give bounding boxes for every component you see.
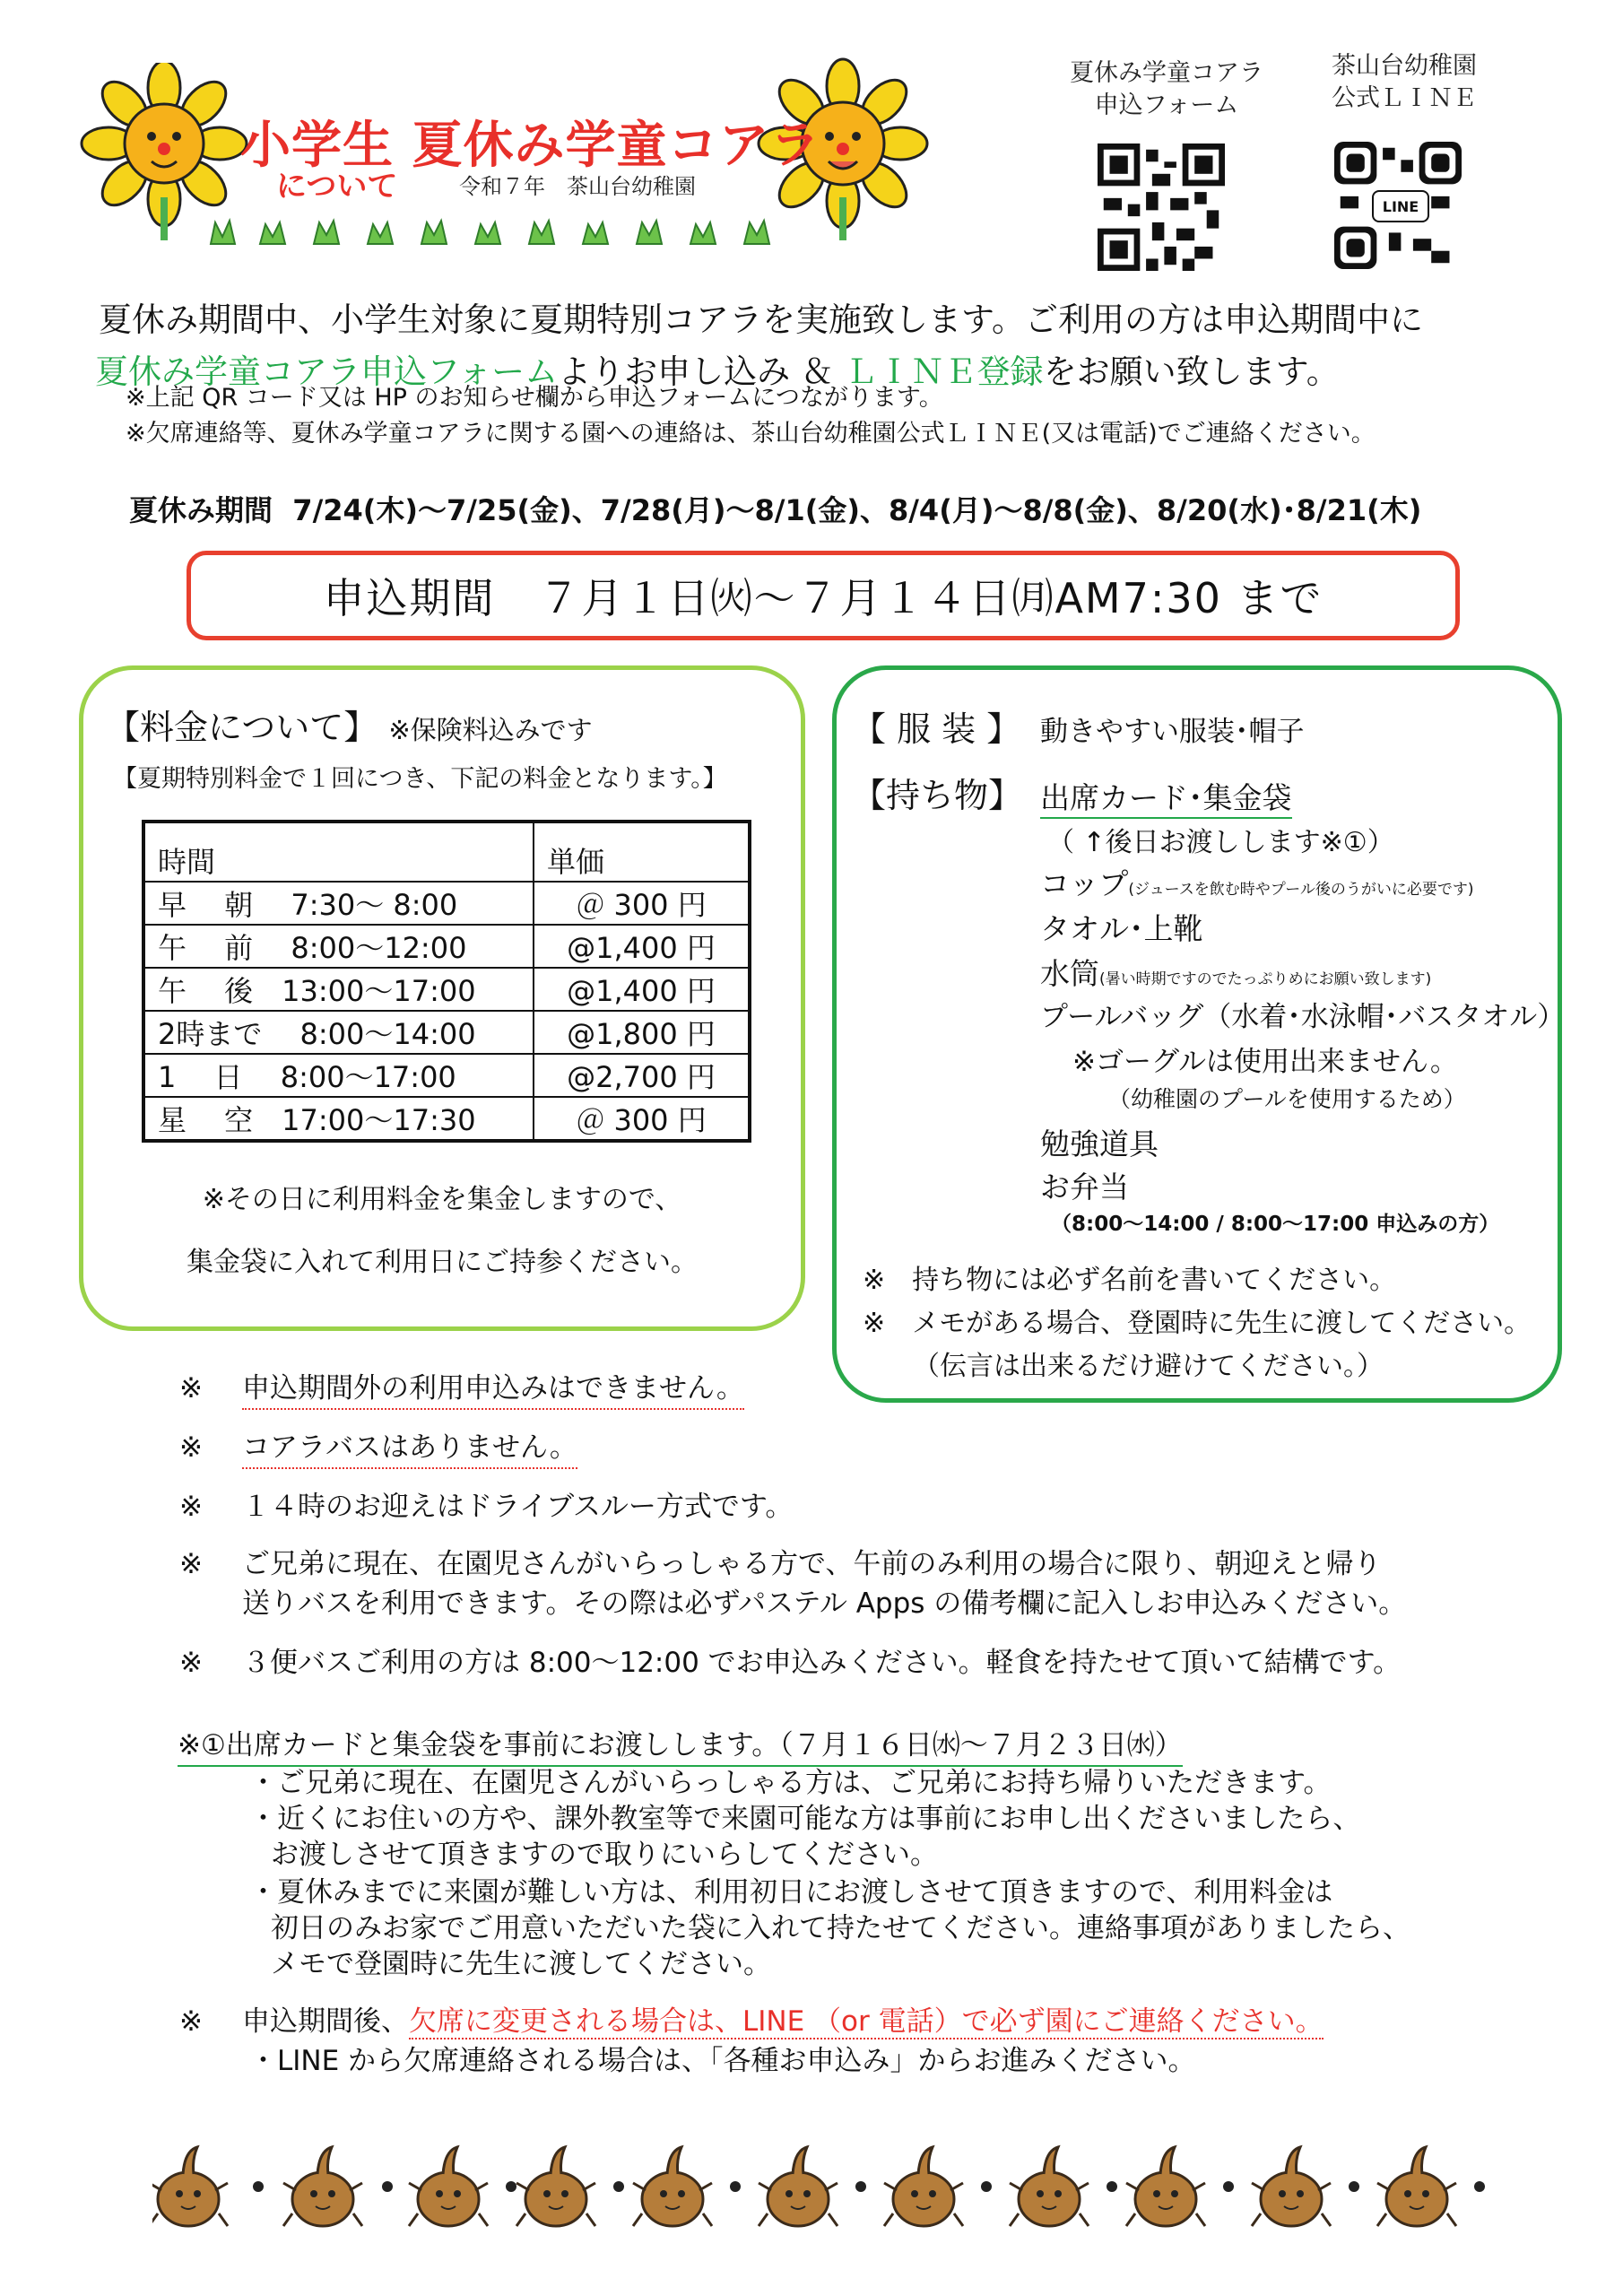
notice-mark: ※ [179,1647,203,1679]
intro-mid: よりお申し込み ＆ [558,352,845,391]
time-cell: 午 前 8:00～12:00 [143,925,534,968]
notice-mark: ※ [179,1372,203,1405]
line-register-link[interactable]: ＬＩＮＥ登録 [844,352,1044,391]
summer-period [129,488,1421,529]
goggles-reason: （幼稚園のプールを使用するため） [1108,1086,1466,1112]
time-cell: 2時まで 8:00～14:00 [143,1011,534,1054]
fee-insurance-note: ※保険料込みです [388,715,593,745]
time-cell: 早 朝 7:30～ 8:00 [143,882,534,925]
notice-sibling-bus-1: ご兄弟に現在、在園児さんがいらっしゃる方で、午前のみ利用の場合に限り、朝迎えと帰り [242,1548,1382,1580]
period-dates: 7/24(木)～7/25(金)、7/28(月)～8/1(金)、8/4(月)～8/8(金)、8/20(水)･8/21(木) [292,493,1422,527]
table-row [143,968,750,1011]
time-cell: 星 空 17:00～17:30 [143,1097,534,1141]
price-cell: @1,800 円 [534,1011,750,1054]
notice-no-bus: コアラバスはありません。 [242,1428,577,1469]
page-title: 小学生 夏休み学童コアラ [240,117,821,175]
card-notice-bullet-2b: お渡しさせて頂きますので取りにいらしてください。 [271,1839,938,1871]
item-water-note: (暑い時期ですのでたっぷりめにお願い致します) [1099,970,1432,988]
card-notice-bullet-3a: ・夏休みまでに来園が難しい方は、利用初日にお渡しさせて頂きますので、利用料金は [249,1876,1333,1909]
form-link[interactable]: 夏休み学童コアラ申込フォーム [95,352,559,391]
item-study-tools: 勉強道具 [1040,1126,1159,1161]
fee-subheading: 【夏期特別料金で１回につき、下記の料金となります。】 [113,765,727,793]
absence-line-note: ・LINE から欠席連絡される場合は、「各種お申込み」からお進みください。 [249,2045,1196,2077]
fee-heading-text: 【料金について】 [106,708,378,747]
price-cell: @1,400 円 [534,968,750,1011]
item-water-label: 水筒 [1040,956,1099,991]
item-towel: タオル･上靴 [1040,911,1203,946]
table-row [143,925,750,968]
column-header-time: 時間 [143,822,534,882]
table-row [143,1011,750,1054]
page-subtitle: について [276,169,398,204]
table-row [143,1097,750,1141]
absence-warning: 欠席に変更される場合は、LINE （or 電話）で必ず園にご連絡ください。 [409,2005,1324,2038]
notice-sibling-bus-2: 送りバスを利用できます。その際は必ずパステル Apps の備考欄に記入しお申込みください。 [242,1587,1407,1620]
item-cup [1040,861,1474,903]
price-cell: ＠ 300 円 [534,882,750,925]
items-label: 【持ち物】 [852,776,1023,815]
table-row [143,1054,750,1097]
notice-mark: ※ [179,1431,203,1464]
card-notice-bullet-3b: 初日のみお家でご用意いただいた袋に入れて持たせてください。連絡事項がありましたら、 [271,1912,1410,1944]
time-cell: 1 日 8:00～17:00 [143,1054,534,1097]
card-notice-bullet-3c: メモで登園時に先生に渡してください。 [271,1948,771,1980]
goggles-note: ※ゴーグルは使用出来ません。 [1072,1046,1458,1078]
item-water-bottle [1040,951,1431,993]
price-cell: ＠ 300 円 [534,1097,750,1141]
school-year-label: 令和７年 茶山台幼稚園 [459,174,696,199]
price-cell: @1,400 円 [534,925,750,968]
table-header-row [143,822,750,882]
qr-form-label: 夏休み学童コアラ 申込フォーム [1070,59,1263,119]
intro-line-1: 夏休み期間中、小学生対象に夏期特別コアラを実施致します。ご利用の方は申込期間中に [99,300,1424,339]
card-notice-heading: ※①出席カードと集金袋を事前にお渡しします。（７月１６日㈬～７月２３日㈬） [178,1726,1183,1767]
item-cup-label: コップ [1040,866,1129,901]
intro-end: をお願い致します。 [1043,352,1340,391]
fee-footer-2: 集金袋に入れて利用日にご持参ください。 [187,1247,698,1278]
item-cup-note: (ジュースを飲む時やプール後のうがいに必要です) [1128,881,1474,899]
name-note: ※ 持ち物には必ず名前を書いてください。 [863,1265,1397,1296]
time-cell: 午 後 13:00～17:00 [143,968,534,1011]
clothes-value: 動きやすい服装･帽子 [1040,716,1305,748]
notice-no-late-application: 申込期間外の利用申込みはできません。 [242,1369,744,1410]
lunch-note: （8:00～14:00 / 8:00～17:00 申込みの方） [1051,1213,1500,1236]
notice-mark: ※ [179,1548,203,1580]
price-cell: @2,700 円 [534,1054,750,1097]
line-badge-icon: LINE [1372,190,1429,222]
qr-note: ※上記 QR コード又は HP のお知らせ欄から申込フォームにつながります。 [126,384,943,412]
contact-note: ※欠席連絡等、夏休み学童コアラに関する園への連絡は、茶山台幼稚園公式ＬＩＮＥ(又は電話)でご連絡ください。 [126,420,1376,448]
beetle-border-decoration [152,2127,1497,2235]
memo-note: ※ メモがある場合、登園時に先生に渡してください。 [863,1308,1532,1339]
qr-code-form-icon[interactable] [1098,144,1225,271]
item-attendance-card: 出席カード･集金袋 [1040,775,1292,819]
period-label: 夏休み期間 [129,493,273,527]
notice-third-bus: ３便バスご利用の方は 8:00～12:00 でお申込みください。軽食を持たせて頂いて結構です。 [242,1647,1402,1679]
absence-mark: ※ [179,2005,203,2038]
application-period-box: 申込期間 ７月１日㈫～７月１４日㈪AM7:30 まで [187,551,1460,640]
absence-lead: 申込期間後、 [242,2005,409,2038]
item-lunch: お弁当 [1040,1170,1129,1205]
notice-drive-through: １４時のお迎えはドライブスルー方式です。 [242,1491,794,1523]
grass-decoration [206,215,798,248]
item-attendance-note: （ ↑後日お渡しします※①） [1047,827,1394,858]
card-notice-bullet-1: ・ご兄弟に現在、在園児さんがいらっしゃる方は、ご兄弟にお持ち帰りいただきます。 [249,1767,1332,1799]
message-note: （伝言は出来るだけ避けてください。） [913,1351,1384,1382]
item-pool-bag: プールバッグ（水着･水泳帽･バスタオル） [1040,1001,1566,1033]
fee-footer-1: ※その日に利用料金を集金しますので、 [202,1184,682,1215]
card-notice-bullet-2a: ・近くにお住いの方や、課外教室等で来園可能な方は事前にお申し出くださいましたら、 [249,1803,1361,1835]
notice-mark: ※ [179,1491,203,1523]
fee-heading [106,700,593,749]
absence-notice [242,2002,1324,2041]
qr-line-label: 茶山台幼稚園 公式ＬＩＮＥ [1332,52,1477,112]
fee-table [142,820,751,1143]
table-row [143,882,750,925]
clothes-label: 【 服 装 】 [852,709,1021,749]
column-header-price: 単価 [534,822,750,882]
